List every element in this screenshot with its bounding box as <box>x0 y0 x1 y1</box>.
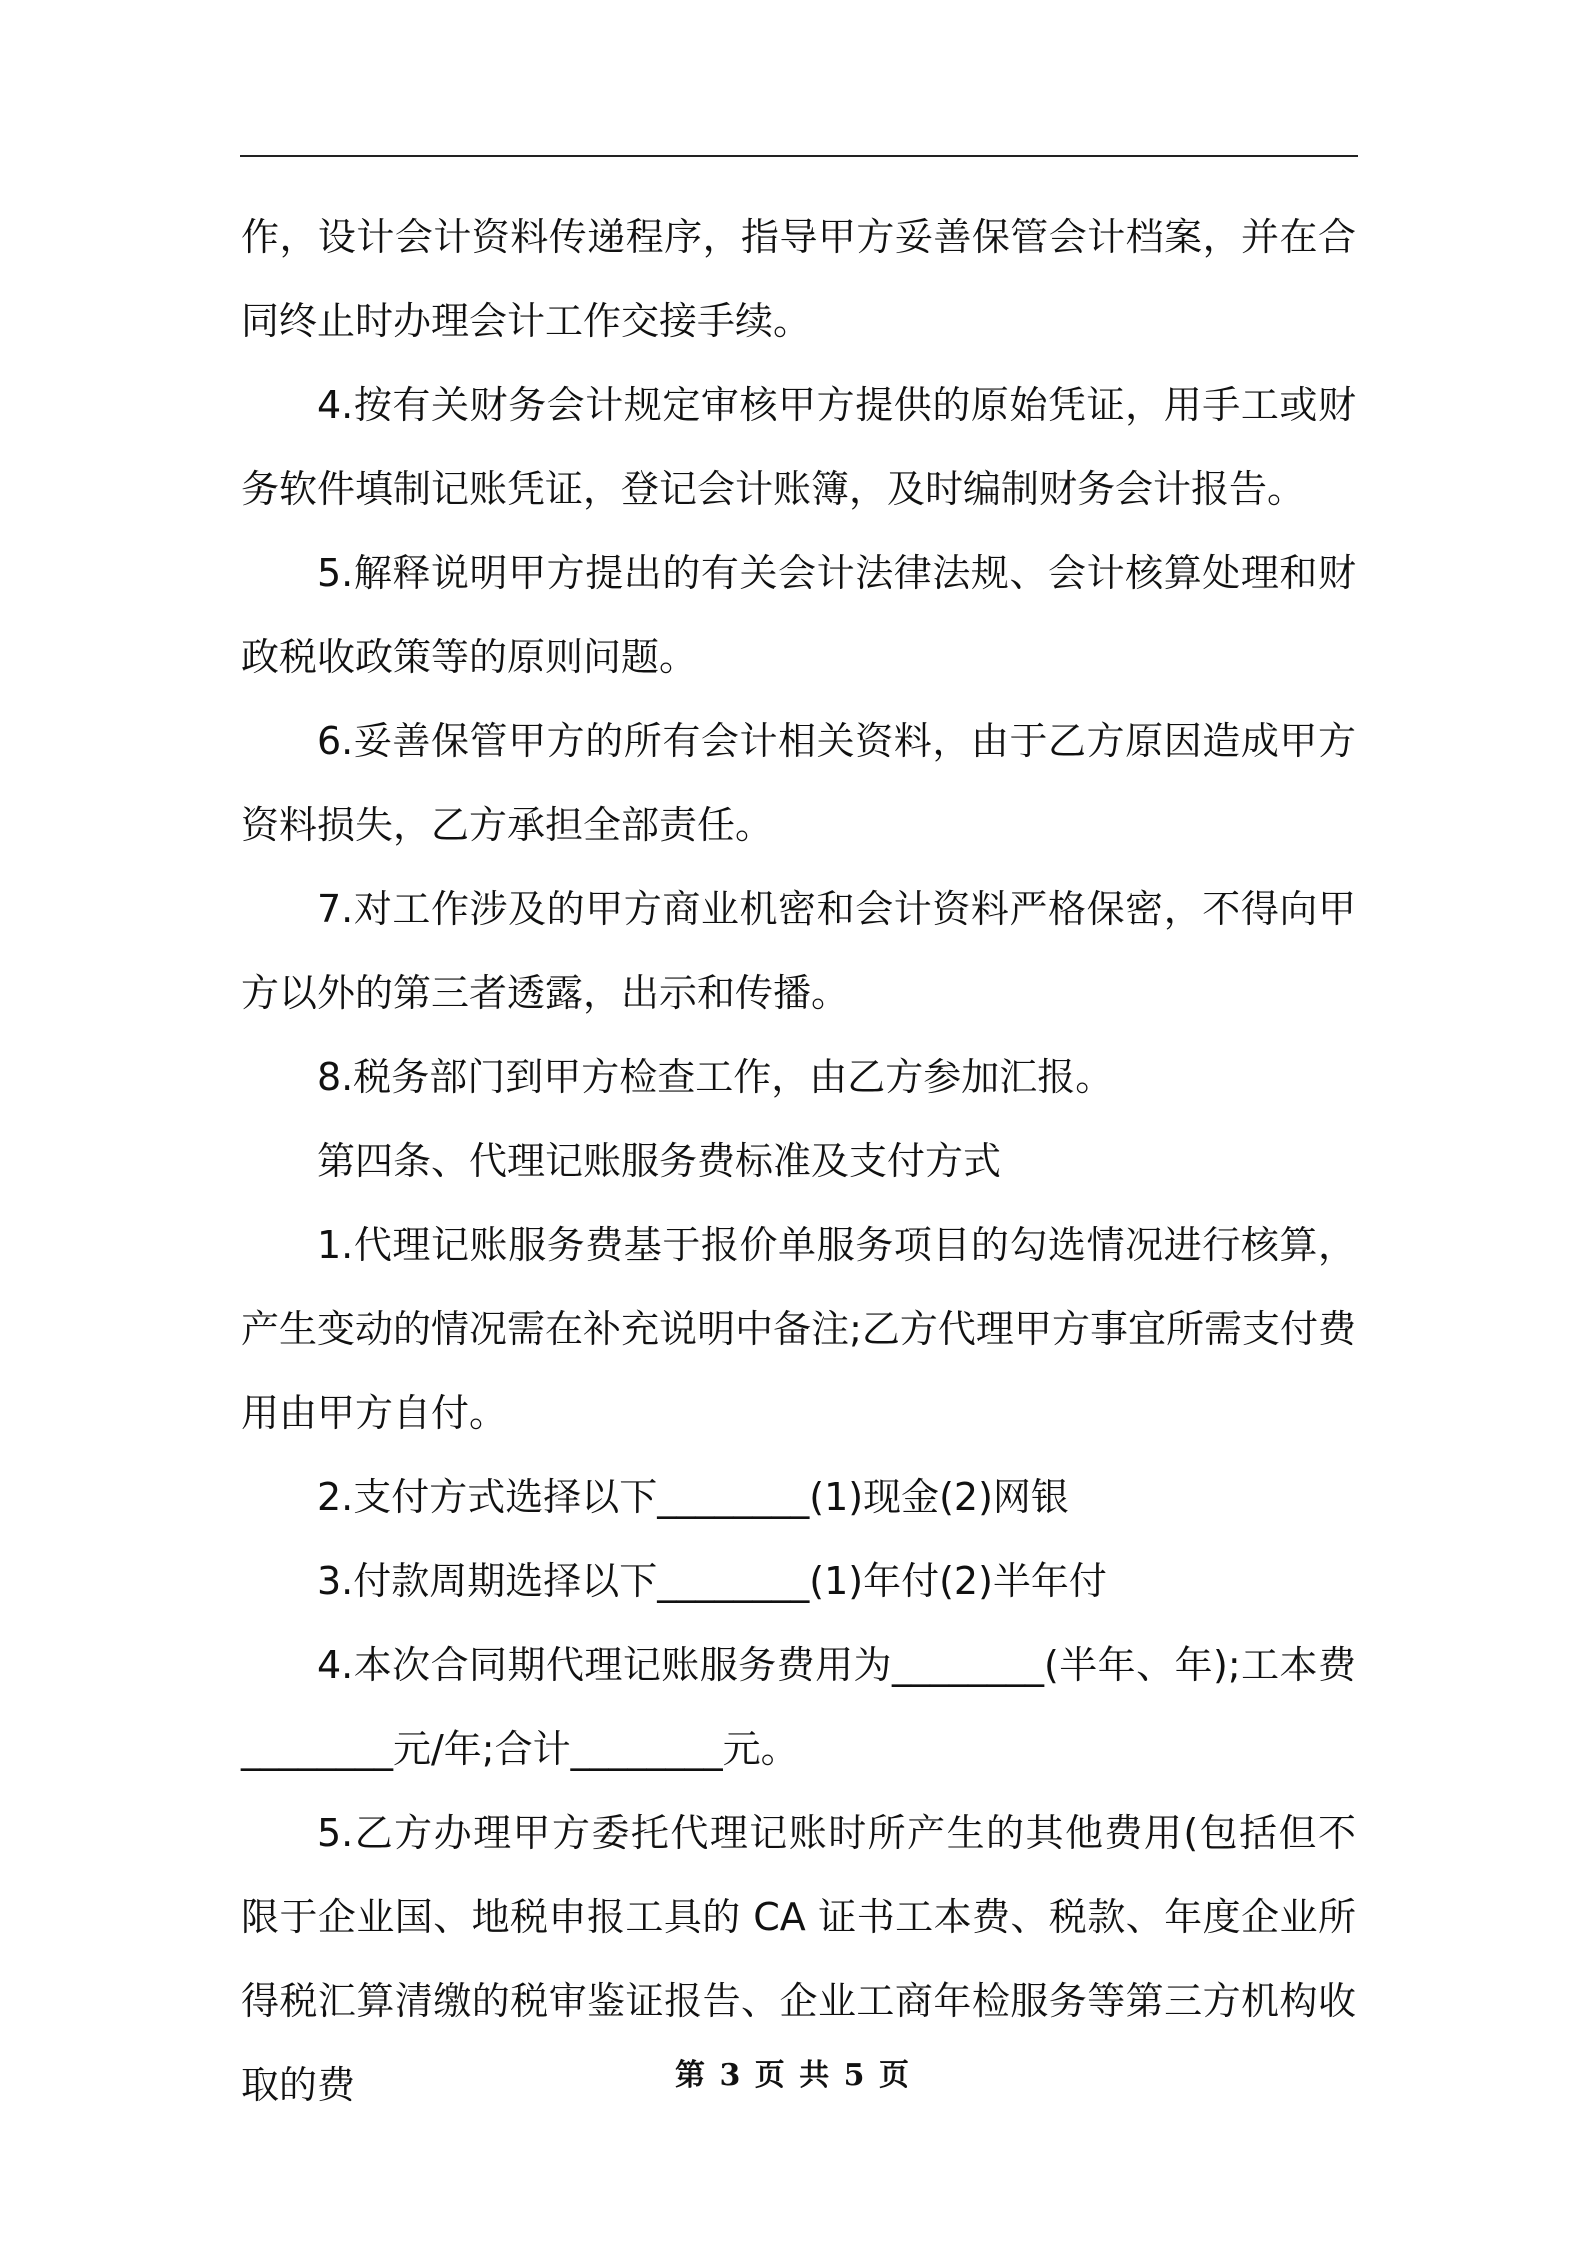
paragraph-fee-4: 4.本次合同期代理记账服务费用为________(半年、年);工本费________元/年;合计________元。 <box>241 1643 1356 1771</box>
section-heading-article-4: 第四条、代理记账服务费标准及支付方式 <box>317 1139 1002 1183</box>
paragraph-fee-3: 3.付款周期选择以下________(1)年付(2)半年付 <box>317 1559 1107 1603</box>
page-number-footer: 第 3 页 共 5 页 <box>675 2058 911 2093</box>
paragraph-item-4: 4.按有关财务会计规定审核甲方提供的原始凭证，用手工或财务软件填制记账凭证，登记会计账簿，及时编制财务会计报告。 <box>241 383 1356 511</box>
paragraph-fee-2: 2.支付方式选择以下________(1)现金(2)网银 <box>317 1475 1069 1519</box>
paragraph-item-6: 6.妥善保管甲方的所有会计相关资料，由于乙方原因造成甲方资料损失，乙方承担全部责任。 <box>241 719 1356 847</box>
paragraph-continuation: 作，设计会计资料传递程序，指导甲方妥善保管会计档案，并在合同终止时办理会计工作交接手续。 <box>241 215 1356 343</box>
header-rule <box>240 155 1358 157</box>
paragraph-fee-1: 1.代理记账服务费基于报价单服务项目的勾选情况进行核算，产生变动的情况需在补充说明中备注;乙方代理甲方事宜所需支付费用由甲方自付。 <box>241 1223 1356 1435</box>
paragraph-fee-5: 5.乙方办理甲方委托代理记账时所产生的其他费用(包括但不限于企业国、地税申报工具的 CA 证书工本费、税款、年度企业所得税汇算清缴的税审鉴证报告、企业工商年检服务等第三方机构收取的费 <box>241 1811 1356 2107</box>
paragraph-item-8: 8.税务部门到甲方检查工作，由乙方参加汇报。 <box>317 1055 1114 1099</box>
paragraph-item-5: 5.解释说明甲方提出的有关会计法律法规、会计核算处理和财政税收政策等的原则问题。 <box>241 551 1356 679</box>
document-body <box>241 195 1356 2127</box>
paragraph-item-7: 7.对工作涉及的甲方商业机密和会计资料严格保密，不得向甲方以外的第三者透露，出示和传播。 <box>241 887 1356 1015</box>
